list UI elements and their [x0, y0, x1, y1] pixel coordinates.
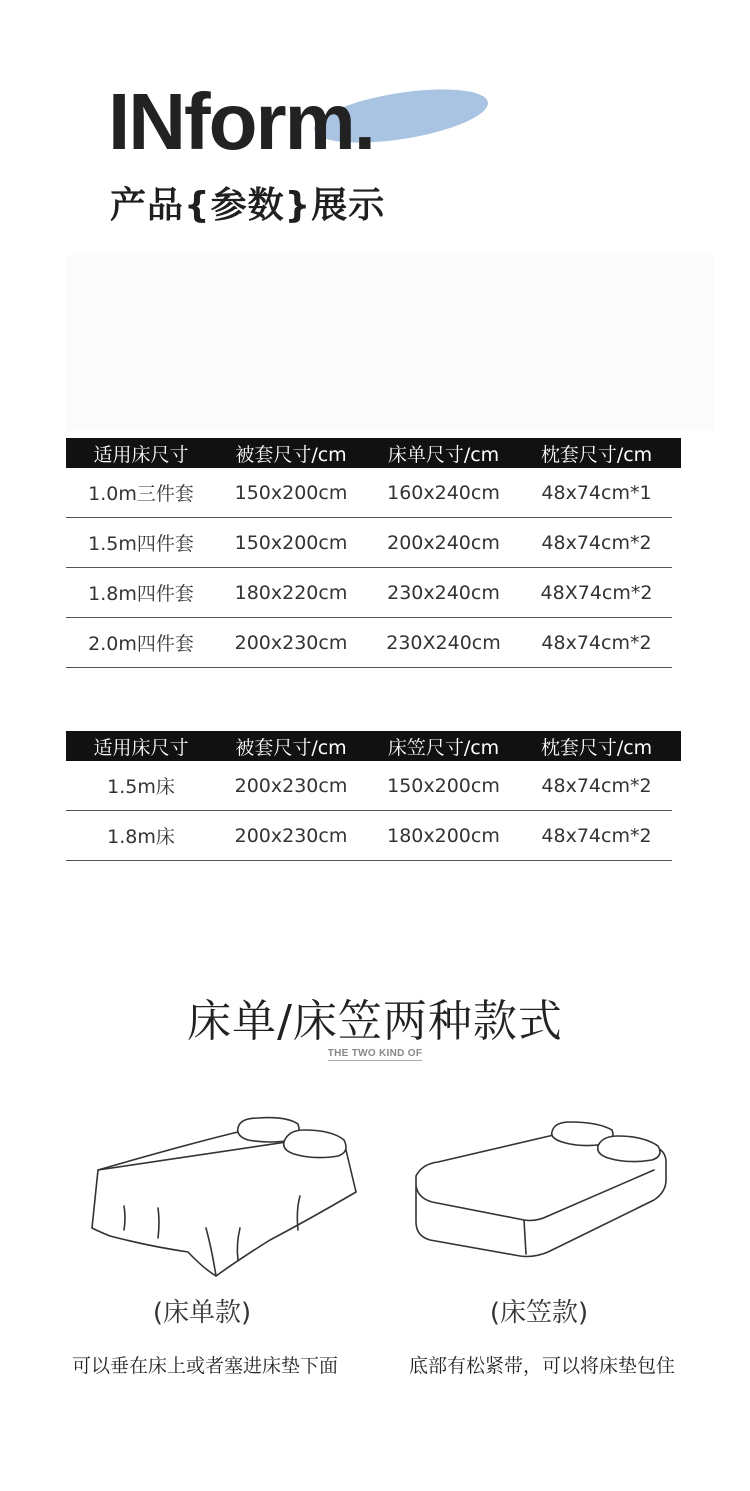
- table-row: [66, 618, 672, 668]
- fitted-sheet-description: 底部有松紧带，可以将床垫包住: [408, 1355, 675, 1377]
- flat-sheet-bed-icon: [88, 1110, 363, 1285]
- cell-bed-size: 1.5m床: [66, 761, 216, 811]
- header-duvet-size: 被套尺寸/cm: [216, 438, 366, 468]
- cell-pillowcase-size: 48x74cm*2: [521, 618, 672, 668]
- header-sheet-size: 床单尺寸/cm: [366, 438, 521, 468]
- styles-section-subtitle: [0, 1048, 750, 1059]
- cell-fitted-sheet-size: 180x200cm: [366, 811, 521, 861]
- cell-duvet-size: 200x230cm: [216, 761, 366, 811]
- table-header-row: [66, 731, 672, 761]
- cell-bed-size: 1.8m床: [66, 811, 216, 861]
- header-pillowcase-size: 枕套尺寸/cm: [521, 438, 672, 468]
- cell-duvet-size: 150x200cm: [216, 468, 366, 518]
- flat-sheet-caption: (床单款): [152, 1298, 252, 1328]
- product-photo-area: [66, 255, 714, 431]
- table-row: [66, 568, 672, 618]
- cell-bed-size: 1.5m四件套: [66, 518, 216, 568]
- header-bed-size: 适用床尺寸: [66, 438, 216, 468]
- table-row: [66, 518, 672, 568]
- page-subtitle: 产品{参数}展示: [110, 185, 386, 226]
- cell-pillowcase-size: 48x74cm*2: [521, 811, 672, 861]
- cell-sheet-size: 200x240cm: [366, 518, 521, 568]
- table-header-row: [66, 438, 672, 468]
- fitted-sheet-bed-icon: [408, 1116, 673, 1266]
- flat-sheet-size-table: [66, 438, 672, 668]
- cell-pillowcase-size: 48x74cm*1: [521, 468, 672, 518]
- table-row: [66, 761, 672, 811]
- cell-duvet-size: 200x230cm: [216, 618, 366, 668]
- logo-text: INform.: [108, 77, 374, 166]
- header-fitted-sheet-size: 床笠尺寸/cm: [366, 731, 521, 761]
- cell-pillowcase-size: 48x74cm*2: [521, 518, 672, 568]
- styles-section-subtitle-text: THE TWO KIND OF: [327, 1048, 423, 1059]
- cell-bed-size: 2.0m四件套: [66, 618, 216, 668]
- header-pillowcase-size: 枕套尺寸/cm: [521, 731, 672, 761]
- cell-duvet-size: 200x230cm: [216, 811, 366, 861]
- cell-bed-size: 1.0m三件套: [66, 468, 216, 518]
- table-row: [66, 811, 672, 861]
- cell-duvet-size: 150x200cm: [216, 518, 366, 568]
- table-header-bar-extension: [672, 731, 681, 761]
- styles-section-title: 床单/床笠两种款式: [187, 996, 563, 1047]
- header-duvet-size: 被套尺寸/cm: [216, 731, 366, 761]
- cell-bed-size: 1.8m四件套: [66, 568, 216, 618]
- fitted-sheet-caption: (床笠款): [489, 1298, 589, 1328]
- cell-sheet-size: 230x240cm: [366, 568, 521, 618]
- table-row: [66, 468, 672, 518]
- header-bed-size: 适用床尺寸: [66, 731, 216, 761]
- cell-duvet-size: 180x220cm: [216, 568, 366, 618]
- cell-pillowcase-size: 48X74cm*2: [521, 568, 672, 618]
- fitted-sheet-size-table: [66, 731, 672, 861]
- table-header-bar-extension: [672, 438, 681, 468]
- cell-pillowcase-size: 48x74cm*2: [521, 761, 672, 811]
- brand-logo: [108, 77, 528, 178]
- flat-sheet-description: 可以垂在床上或者塞进床垫下面: [71, 1355, 338, 1377]
- cell-sheet-size: 160x240cm: [366, 468, 521, 518]
- cell-sheet-size: 230X240cm: [366, 618, 521, 668]
- cell-fitted-sheet-size: 150x200cm: [366, 761, 521, 811]
